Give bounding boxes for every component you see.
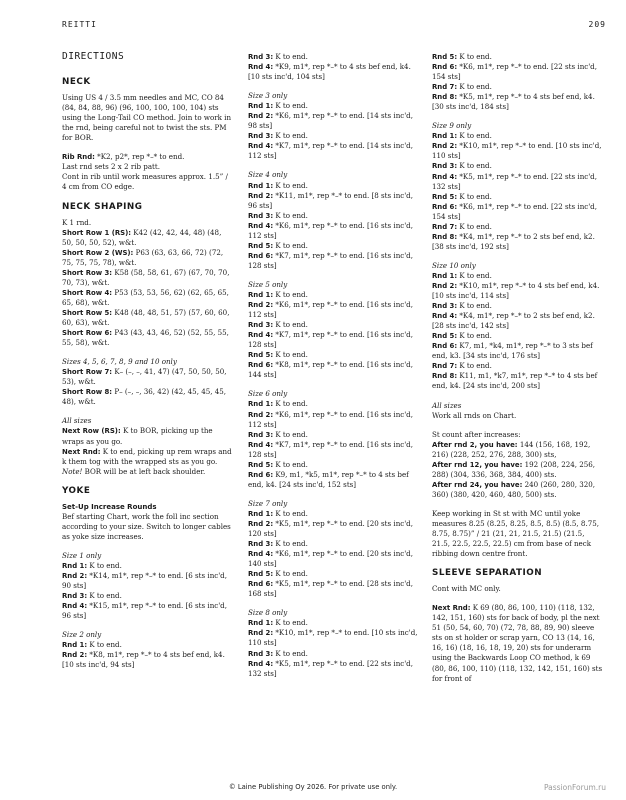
round-label: Rnd 5:	[248, 460, 274, 469]
round-text: *K9, m1*, rep *–* to 4 sts bef end, k4. [10 sts inc'd, 104 sts]	[248, 62, 411, 82]
round-label: Rnd 1:	[248, 102, 274, 111]
round-instruction	[248, 350, 418, 360]
round-text: *K10, m1*, rep *–* to end. [10 sts inc'd, 110 sts]	[248, 628, 418, 648]
directions-heading: DIRECTIONS	[62, 51, 125, 62]
round-text: K to end.	[87, 591, 122, 601]
next-row-label: Next Row (RS):	[62, 427, 121, 436]
rib-block	[62, 152, 232, 192]
round-label: Rnd 7:	[432, 83, 458, 92]
round-label: Rnd 3:	[248, 211, 274, 220]
round-label: Rnd 1:	[432, 132, 458, 141]
round-label: Rnd 4:	[432, 312, 458, 321]
round-text: K to end.	[457, 52, 492, 61]
round-text: *K7, m1*, rep *–* to end. [16 sts inc'd, 128 sts]	[248, 439, 413, 459]
round-label: Rnd 4:	[248, 659, 274, 668]
round-text: *K6, m1*, rep *–* to end. [20 sts inc'd, 140 sts]	[248, 549, 413, 569]
round-instruction	[248, 509, 418, 519]
setup-heading: Set-Up Increase Rounds	[62, 502, 157, 511]
round-text: K to end.	[273, 210, 308, 220]
round-instruction	[432, 192, 604, 202]
sr8-label: Short Row 8:	[62, 388, 113, 397]
chart-block	[432, 401, 604, 421]
k1-line: K 1 rnd.	[62, 217, 92, 227]
note-text: BOR will be at left back shoulder.	[82, 466, 206, 476]
round-label: Rnd 2:	[62, 572, 88, 581]
round-instruction	[248, 410, 418, 430]
column-1	[62, 52, 232, 679]
round-instruction	[248, 52, 418, 62]
round-instruction	[432, 331, 604, 341]
round-instruction	[248, 320, 418, 330]
watermark: PassionForum.ru	[543, 783, 606, 792]
round-text: K to end.	[273, 508, 308, 518]
round-label: Rnd 2:	[62, 651, 88, 660]
round-label: Rnd 2:	[432, 142, 458, 151]
round-text: K7, m1, *k4, m1*, rep *–* to 3 sts bef end, k3. [34 sts inc'd, 176 sts]	[432, 341, 593, 361]
round-instruction	[248, 579, 418, 599]
sr4-label: Short Row 4:	[62, 288, 113, 297]
size-2-block	[62, 630, 232, 670]
round-instruction	[432, 141, 604, 161]
size-1-label: Size 1 only	[62, 550, 102, 560]
round-label: Rnd 1:	[248, 509, 274, 518]
size-4-block	[248, 170, 418, 270]
round-instruction	[432, 131, 604, 141]
round-text: K9, m1, *k5, m1*, rep *–* to 4 sts bef end, k4. [24 sts inc'd, 152 sts]	[248, 469, 409, 489]
round-label: Rnd 3:	[62, 592, 88, 601]
round-text: K to end.	[457, 331, 492, 341]
round-instruction	[248, 618, 418, 628]
round-instruction	[248, 460, 418, 470]
round-text: K to end.	[87, 560, 122, 570]
round-label: Rnd 6:	[248, 361, 274, 370]
round-label: Rnd 1:	[248, 400, 274, 409]
round-label: Rnd 3:	[248, 53, 274, 61]
round-label: Rnd 4:	[248, 440, 274, 449]
round-text: K to end.	[273, 240, 308, 250]
round-text: *K6, m1*, rep *–* to end. [14 sts inc'd, 98 sts]	[248, 111, 413, 131]
round-label: Rnd 6:	[432, 342, 458, 351]
round-text: K to end.	[457, 191, 492, 201]
sr7-text: K– (–, –, 41, 47) (47, 50, 50, 50, 53), w&t.	[62, 367, 227, 387]
size-10-label: Size 10 only	[432, 260, 476, 270]
size-4-label: Size 4 only	[248, 170, 288, 180]
round-instruction	[62, 561, 232, 571]
size-6-label: Size 6 only	[248, 389, 288, 399]
round-label: Rnd 4:	[432, 172, 458, 181]
all-sizes-block	[62, 416, 232, 476]
round-instruction	[432, 371, 604, 391]
size-8-block	[248, 608, 418, 678]
setup-paragraph: Bef starting Chart, work the foll inc section according to your size. Switch to longer cables as yoke size increases.	[62, 511, 231, 541]
round-text: *K6, m1*, rep *–* to end. [16 sts inc'd, 112 sts]	[248, 300, 413, 320]
round-instruction	[248, 101, 418, 111]
round-instruction	[248, 440, 418, 460]
round-label: Rnd 2:	[248, 191, 274, 200]
round-text: *K8, m1*, rep *–* to end. [16 sts inc'd, 144 sts]	[248, 360, 413, 380]
round-label: Rnd 6:	[248, 470, 274, 479]
round-instruction	[432, 271, 604, 281]
round-label: Rnd 4:	[248, 550, 274, 559]
st-count-title: St count after increases:	[432, 429, 521, 439]
round-text: K to end.	[273, 320, 308, 330]
round-text: *K5, m1*, rep *–* to end. [28 sts inc'd, 168 sts]	[248, 579, 413, 599]
round-instruction	[432, 52, 604, 62]
size-2-continued	[248, 52, 418, 82]
round-label: Rnd 6:	[432, 202, 458, 211]
round-label: Rnd 1:	[62, 561, 88, 570]
round-instruction	[248, 519, 418, 539]
next-rnd-block	[432, 603, 604, 683]
round-label: Rnd 1:	[248, 290, 274, 299]
round-instruction	[248, 191, 418, 211]
size-9-block	[432, 121, 604, 252]
round-label: Rnd 3:	[432, 302, 458, 311]
round-instruction	[432, 202, 604, 222]
round-text: K to end.	[273, 180, 308, 190]
round-label: Rnd 4:	[248, 221, 274, 230]
round-label: Rnd 8:	[432, 93, 458, 102]
round-label: Rnd 7:	[432, 362, 458, 371]
all-sizes-label: All sizes	[62, 416, 92, 426]
all-sizes-label-2: All sizes	[432, 400, 462, 410]
round-instruction	[248, 330, 418, 350]
round-label: Rnd 8:	[432, 372, 458, 381]
round-instruction	[248, 360, 418, 380]
rib-line-3: Cont in rib until work measures approx. 1.5” / 4 cm from CO edge.	[62, 172, 228, 192]
round-text: *K5, m1*, rep *–* to end. [22 sts inc'd, 132 sts]	[248, 658, 413, 678]
neck-shaping-heading: NECK SHAPING	[62, 201, 143, 212]
sr6-text: P43 (43, 43, 46, 52) (52, 55, 55, 55, 58), w&t.	[62, 328, 229, 348]
round-instruction	[248, 300, 418, 320]
round-label: Rnd 6:	[432, 63, 458, 72]
round-label: Rnd 5:	[432, 53, 458, 61]
short-rows-block	[62, 218, 232, 349]
size-3-label: Size 3 only	[248, 91, 288, 101]
size-5-label: Size 5 only	[248, 279, 288, 289]
round-instruction	[248, 569, 418, 579]
count-rnd24-text: 240 (260, 280, 320, 360) (380, 420, 460, 480, 500) sts.	[432, 479, 596, 499]
rib-text: *K2, p2*, rep *–* to end.	[94, 152, 185, 162]
round-text: K to end.	[457, 221, 492, 231]
round-text: K to end.	[457, 361, 492, 371]
round-instruction	[432, 161, 604, 171]
round-instruction	[248, 241, 418, 251]
round-instruction	[432, 62, 604, 82]
round-text: *K15, m1*, rep *–* to end. [6 sts inc'd, 96 sts]	[62, 601, 227, 621]
round-text: *K7, m1*, rep *–* to end. [16 sts inc'd, 128 sts]	[248, 330, 413, 350]
round-text: K to end.	[273, 459, 308, 469]
round-text: *K4, m1*, rep *–* to 2 sts bef end, k2. [38 sts inc'd, 192 sts]	[432, 231, 595, 251]
round-text: K to end.	[273, 539, 308, 549]
size-10-block	[432, 261, 604, 392]
round-instruction	[432, 172, 604, 192]
round-text: K to end.	[273, 350, 308, 360]
round-text: *K7, m1*, rep *–* to end. [14 sts inc'd, 112 sts]	[248, 141, 413, 161]
round-label: Rnd 5:	[432, 192, 458, 201]
round-label: Rnd 1:	[248, 619, 274, 628]
round-text: K to end.	[457, 161, 492, 171]
sleeve-separation-heading: SLEEVE SEPARATION	[432, 568, 543, 579]
section-name: REITTI	[62, 20, 97, 29]
round-instruction	[248, 399, 418, 409]
round-label: Rnd 2:	[248, 301, 274, 310]
page-header	[62, 20, 606, 34]
round-text: K to end.	[273, 101, 308, 111]
round-instruction	[432, 311, 604, 331]
sr5-text: K48 (48, 48, 51, 57) (57, 60, 60, 60, 63), w&t.	[62, 307, 230, 328]
round-label: Rnd 1:	[248, 181, 274, 190]
round-label: Rnd 5:	[432, 332, 458, 341]
cont-mc-text: Cont with MC only.	[432, 584, 501, 594]
round-text: K to end.	[273, 569, 308, 579]
round-instruction	[248, 290, 418, 300]
round-instruction	[248, 659, 418, 679]
sr1-label: Short Row 1 (RS):	[62, 228, 132, 237]
round-instruction	[62, 640, 232, 650]
sr5-label: Short Row 5:	[62, 308, 113, 317]
size-8-label: Size 8 only	[248, 608, 288, 618]
round-instruction	[248, 211, 418, 221]
round-label: Rnd 3:	[248, 132, 274, 141]
st-count-block	[432, 430, 604, 500]
round-instruction	[432, 281, 604, 301]
size-9-label: Size 9 only	[432, 121, 472, 131]
round-text: *K4, m1*, rep *–* to 2 sts bef end, k2. [28 sts inc'd, 142 sts]	[432, 311, 595, 331]
round-text: *K6, m1*, rep *–* to end. [16 sts inc'd, 112 sts]	[248, 409, 413, 429]
next-row-text: K to BOR, picking up the wraps as you go.	[62, 426, 213, 446]
round-instruction	[248, 221, 418, 241]
sr7-label: Short Row 7:	[62, 368, 113, 377]
round-label: Rnd 3:	[248, 430, 274, 439]
sr6-label: Short Row 6:	[62, 329, 113, 338]
round-text: K to end.	[273, 131, 308, 141]
size-8-continued	[432, 52, 604, 112]
round-text: K to end.	[87, 640, 122, 650]
round-instruction	[432, 92, 604, 112]
keep-working-paragraph: Keep working in St st with MC until yoke measures 8.25 (8.25, 8.25, 8.5, 8.5) (8.5, 8.75, 8.75, 8.75)” / 21 (21, 21, 21.5, 21.5) (21.5, 21.5, 22.5, 22.5, 22.5) cm from base of neck ribbing down centre front.	[432, 508, 599, 559]
count-rnd12-text: 192 (208, 224, 256, 288) (304, 336, 368, 384, 400) sts.	[432, 459, 596, 479]
round-text: K to end.	[273, 52, 308, 61]
round-text: K to end.	[457, 301, 492, 311]
round-label: Rnd 5:	[248, 351, 274, 360]
sr3-text: K58 (58, 58, 61, 67) (67, 70, 70, 70, 73), w&t.	[62, 267, 230, 287]
round-label: Rnd 6:	[248, 251, 274, 260]
round-text: *K5, m1*, rep *–* to end. [22 sts inc'd, 132 sts]	[432, 171, 597, 191]
sr3-label: Short Row 3:	[62, 268, 113, 277]
round-text: *K6, m1*, rep *–* to end. [22 sts inc'd, 154 sts]	[432, 201, 597, 221]
round-text: K to end.	[273, 429, 308, 439]
round-label: Rnd 4:	[248, 331, 274, 340]
round-label: Rnd 5:	[248, 570, 274, 579]
round-instruction	[248, 251, 418, 271]
round-instruction	[62, 571, 232, 591]
sr2-label: Short Row 2 (WS):	[62, 248, 134, 257]
round-label: Rnd 6:	[248, 580, 274, 589]
round-label: Rnd 4:	[62, 602, 88, 611]
copyright-footer: © Laine Publishing Oy 2026. For private use only.	[228, 783, 398, 791]
round-label: Rnd 2:	[248, 629, 274, 638]
round-text: K to end.	[457, 270, 492, 280]
sizes-4-10-block	[62, 357, 232, 407]
next-rnd-text: K to end, picking up rem wraps and k them tog with the wrapped sts as you go.	[62, 446, 232, 466]
yoke-heading: YOKE	[62, 485, 91, 496]
round-text: *K10, m1*, rep *–* to end. [10 sts inc'd, 110 sts]	[432, 141, 602, 161]
round-instruction	[248, 539, 418, 549]
column-3	[432, 52, 604, 693]
work-chart-text: Work all rnds on Chart.	[432, 410, 517, 420]
round-text: *K7, m1*, rep *–* to end. [16 sts inc'd, 128 sts]	[248, 250, 413, 270]
round-text: K to end.	[457, 131, 492, 141]
neck-heading: NECK	[62, 77, 91, 88]
page-number: 209	[588, 20, 606, 29]
round-text: *K10, m1*, rep *–* to 4 sts bef end, k4. [10 sts inc'd, 114 sts]	[432, 280, 600, 301]
round-instruction	[248, 62, 418, 82]
round-label: Rnd 5:	[248, 241, 274, 250]
round-text: *K6, m1*, rep *–* to end. [16 sts inc'd, 112 sts]	[248, 220, 413, 240]
round-label: Rnd 7:	[432, 222, 458, 231]
round-text: K to end.	[273, 618, 308, 628]
round-instruction	[62, 591, 232, 601]
round-instruction	[432, 341, 604, 361]
round-label: Rnd 2:	[248, 410, 274, 419]
round-instruction	[248, 549, 418, 569]
round-label: Rnd 3:	[248, 540, 274, 549]
round-label: Rnd 2:	[248, 112, 274, 121]
round-instruction	[248, 181, 418, 191]
sizes-4-10-label: Sizes 4, 5, 6, 7, 8, 9 and 10 only	[62, 357, 177, 367]
round-instruction	[248, 111, 418, 131]
sr1-text: K42 (42, 42, 44, 48) (48, 50, 50, 50, 52), w&t.	[62, 227, 222, 247]
sr2-text: P63 (63, 63, 66, 72) (72, 75, 75, 75, 78), w&t.	[62, 247, 224, 267]
round-instruction	[432, 232, 604, 252]
round-text: *K6, m1*, rep *–* to end. [22 sts inc'd, 154 sts]	[432, 62, 597, 82]
count-rnd12-label: After rnd 12, you have:	[432, 460, 523, 469]
rib-label: Rib Rnd:	[62, 153, 95, 162]
round-text: *K5, m1*, rep *–* to 4 sts bef end, k4. [30 sts inc'd, 184 sts]	[432, 92, 595, 112]
next-rnd-label-2: Next Rnd:	[432, 604, 471, 613]
round-text: K to end.	[273, 648, 308, 658]
round-label: Rnd 3:	[248, 321, 274, 330]
neck-paragraph: Using US 4 / 3.5 mm needles and MC, CO 84 (84, 84, 88, 96) (96, 100, 100, 100, 104) sts using the Long-Tail CO method. Join to work in the rnd, being careful not to twist the sts. PM for BOR.	[62, 93, 232, 143]
round-text: K to end.	[273, 289, 308, 299]
size-2-label: Size 2 only	[62, 630, 102, 640]
count-rnd2-label: After rnd 2, you have:	[432, 440, 518, 449]
note-label: Note!	[62, 466, 83, 476]
round-label: Rnd 2:	[432, 281, 458, 290]
round-instruction	[432, 301, 604, 311]
round-instruction	[432, 82, 604, 92]
round-label: Rnd 3:	[248, 649, 274, 658]
round-text: K to end.	[273, 399, 308, 409]
round-label: Rnd 3:	[432, 162, 458, 171]
size-5-block	[248, 280, 418, 380]
column-2	[248, 52, 418, 688]
count-rnd24-label: After rnd 24, you have:	[432, 480, 523, 489]
round-text: K to end.	[457, 82, 492, 92]
round-instruction	[62, 601, 232, 621]
round-instruction	[248, 649, 418, 659]
next-rnd-label: Next Rnd:	[62, 447, 101, 456]
round-instruction	[248, 141, 418, 161]
round-text: K11, m1, *k7, m1*, rep *–* to 4 sts bef end, k4. [24 sts inc'd, 200 sts]	[432, 371, 598, 391]
round-text: *K8, m1*, rep *–* to 4 sts bef end, k4. [10 sts inc'd, 94 sts]	[62, 650, 225, 670]
size-7-label: Size 7 only	[248, 498, 288, 508]
sr8-text: P– (–, –, 36, 42) (42, 45, 45, 45, 48), w&t.	[62, 387, 227, 407]
round-text: *K14, m1*, rep *–* to end. [6 sts inc'd, 90 sts]	[62, 571, 227, 591]
round-text: *K5, m1*, rep *–* to end. [20 sts inc'd, 120 sts]	[248, 518, 413, 539]
round-instruction	[432, 361, 604, 371]
round-text: *K11, m1*, rep *–* to end. [8 sts inc'd, 96 sts]	[248, 190, 413, 210]
round-instruction	[248, 628, 418, 648]
rib-line-2: Last rnd sets 2 x 2 rib patt.	[62, 162, 160, 172]
round-label: Rnd 4:	[248, 63, 274, 72]
sr4-text: P53 (53, 53, 56, 62) (62, 65, 65, 65, 68), w&t.	[62, 287, 229, 307]
size-3-block	[248, 91, 418, 161]
size-7-block	[248, 499, 418, 599]
round-label: Rnd 4:	[248, 142, 274, 151]
size-6-block	[248, 389, 418, 489]
round-instruction	[248, 430, 418, 440]
round-instruction	[62, 650, 232, 670]
round-label: Rnd 2:	[248, 519, 274, 528]
round-label: Rnd 1:	[432, 271, 458, 280]
round-instruction	[432, 222, 604, 232]
next-rnd-text-2: K 69 (80, 86, 100, 110) (118, 132, 142, 151, 160) sts for back of body, pl the next 51 (50, 54, 60, 70) (72, 78, 88, 89, 90) sleeve sts on st holder or scrap yarn, CO 13 (14, 16, 16, 16) (18, 16, 18, 19, 20) sts for underarm using the Backwards Loop CO method, k 69 (80, 86, 100, 110) (118, 132, 142, 151, 160) sts for front of	[432, 603, 603, 683]
round-instruction	[248, 470, 418, 490]
count-rnd2-text: 144 (156, 168, 192, 216) (228, 252, 276, 288, 300) sts,	[432, 439, 591, 459]
size-1-block	[62, 551, 232, 621]
round-label: Rnd 8:	[432, 232, 458, 241]
round-instruction	[248, 131, 418, 141]
round-label: Rnd 1:	[62, 641, 88, 650]
